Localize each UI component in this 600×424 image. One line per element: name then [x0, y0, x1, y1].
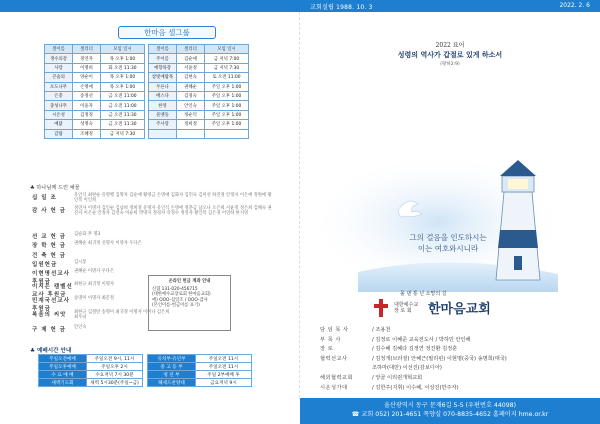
worship-label: 수 요 예 배 — [39, 371, 87, 379]
table-row — [45, 129, 249, 138]
offering-names: 정연자 이명자 김인순 김남희 정희정 유명자 유인식 손명애 정춘금 남오나 오은희 서윤정 정은희 김해숙 권진자 이은순 안정자 김연숙 이순희 박명자 정경자 유정수 정연자 황인복 김은경 이연하 한지영 — [74, 206, 272, 217]
offering-label: 건 축 헌 금 — [32, 253, 66, 259]
col-header: 모임 일시 — [101, 45, 145, 54]
year-theme-label: 2022 표어 — [435, 42, 465, 49]
online-line: 예) OOO-십일조 / OOO-감사 — [152, 297, 208, 303]
offering-names: 송명미 이명자 최문철 — [74, 296, 115, 301]
offering-row — [32, 241, 274, 249]
art-caption-1: 그의 걸음을 인도하시는 — [409, 233, 487, 242]
table-row — [45, 54, 249, 63]
table-cell: 주일 오후 1:00 — [205, 101, 249, 110]
church-tagline: 몰 댄 통 닌 소망의 길 — [400, 291, 447, 297]
worship-time: 주일오전 11시 — [196, 363, 252, 371]
table-cell: 김정숙 — [177, 91, 205, 100]
offering-names: 권혜순 최귀정 신명자 이영자 우다은 — [74, 241, 142, 246]
offering-label: 감 사 헌 금 — [32, 208, 66, 214]
staff-names: / 조용천 — [372, 327, 391, 333]
table-cell: 금 저녁 7:30 — [205, 63, 249, 72]
table-cell — [149, 129, 177, 138]
denomination — [394, 302, 424, 314]
table-cell: 목 오후 1:00 — [101, 73, 145, 82]
staff-row — [320, 345, 507, 355]
table-cell: 권혜순 — [177, 82, 205, 91]
worship-time: 주일오전 9시, 11시 — [87, 355, 143, 363]
table-cell: 이윤자 — [73, 101, 101, 110]
table-cell: 예향목장 — [149, 63, 177, 72]
table-cell: 목 오후 1:00 — [101, 82, 145, 91]
table-row — [45, 63, 249, 72]
page-fold — [299, 12, 300, 398]
col-header: 모임 일시 — [205, 45, 249, 54]
staff-row — [320, 355, 507, 365]
table-cell: 양순이 — [73, 73, 101, 82]
year-theme: 성령의 역사가 갑절로 있게 하소서 — [397, 50, 503, 59]
table-cell: 주일 오후 1:00 — [205, 82, 249, 91]
col-header: 셀리더 — [177, 45, 205, 54]
worship-heading: ♣ 예배시간 안내 — [30, 348, 72, 354]
online-line: (본인이름-헌금이름 표기) — [152, 303, 200, 309]
art-caption-2: 이는 여호와시니라 — [417, 244, 479, 253]
table-cell: 화 오전 11:30 — [101, 63, 145, 72]
table-cell: 손명애 — [73, 82, 101, 91]
offering-label: 십 일 조 — [32, 195, 57, 201]
denomination-line: 대한예수교 — [394, 301, 419, 308]
online-offering-box — [148, 275, 231, 331]
lighthouse-illustration — [318, 152, 580, 292]
offering-row — [32, 193, 274, 203]
offering-names: 안인숙 — [74, 325, 87, 330]
staff-role: 장 로 — [320, 346, 334, 353]
online-line: (대한예수교장로회 한마음교회) — [152, 292, 211, 298]
small-group-body — [45, 54, 249, 139]
table-cell: 조혜정 — [73, 129, 101, 138]
table-row — [45, 110, 249, 119]
table-row — [45, 91, 249, 100]
table-cell: 이명희 — [73, 63, 101, 72]
table-cell: 금 오전 11:00 — [101, 91, 145, 100]
top-bar — [0, 0, 600, 12]
table-cell — [177, 129, 205, 138]
table-cell: 김순애 — [177, 54, 205, 63]
table-cell: 정순덕 — [177, 110, 205, 119]
table-row — [45, 73, 249, 82]
church-logo — [374, 298, 491, 317]
worship-label: 주일오후예배 — [39, 363, 87, 371]
staff-list — [320, 326, 507, 393]
worship-row — [39, 355, 252, 363]
staff-role: 해외협력교회 — [320, 374, 354, 381]
worship-row — [39, 371, 252, 379]
offering-label: 민재국선교사 후원금 — [32, 298, 70, 312]
worship-label: 새벽기도회 — [39, 379, 87, 387]
staff-role: 시온성가대 — [320, 384, 348, 391]
table-cell: 금 오전 11:00 — [101, 101, 145, 110]
worship-row — [39, 363, 252, 371]
table-cell: 주이름 — [149, 54, 177, 63]
offering-label: 이지은 캠벨선교사 후원금 — [32, 284, 73, 298]
staff-names: / 앙골 이리쥔개혁교회 — [372, 374, 423, 381]
small-group-title: 한마음 셀그룹 — [118, 26, 216, 39]
staff-names: 조하마(대만) 이선진(감보디아) — [372, 365, 442, 372]
offering-names: 유인식 최판순 유명행 김명자 김순애 황영금 손명애 김화자 김민숙 김미선 하연경 안정자 이은애 정원애 황인복 이인희 — [74, 193, 272, 204]
table-cell: 감람 — [45, 129, 73, 138]
col-header: 셀이름 — [45, 45, 73, 54]
table-cell: 금 오전 11:30 — [101, 110, 145, 119]
staff-row — [320, 364, 507, 374]
table-cell: 안인숙 — [177, 101, 205, 110]
worship-table — [38, 354, 252, 387]
worship-label: 유치부·유년부 — [148, 355, 196, 363]
worship-time: 주일오후 2시 — [87, 363, 143, 371]
offering-label: 복음의 씨앗 — [32, 312, 67, 318]
staff-role — [320, 364, 372, 374]
offering-label: 장 학 헌 금 — [32, 243, 66, 249]
worship-label: 중 고 등 부 — [148, 363, 196, 371]
footer-bar — [300, 398, 600, 424]
offering-label: 이현명선교사 후원금 — [32, 271, 70, 285]
offering-names: 최현규 최귀정 이명자 — [74, 282, 115, 287]
worship-time: 금요저녁 9시 — [196, 379, 252, 387]
online-line: 신협 131-020-456715 — [152, 286, 198, 292]
table-cell: 사랑 — [45, 63, 73, 72]
staff-row — [320, 374, 507, 384]
offering-row — [32, 251, 274, 259]
worship-time: 주일 2부예배 후 — [196, 371, 252, 379]
staff-role: 협력선교사 — [320, 355, 348, 362]
lighthouse-icon — [496, 160, 540, 280]
offering-label: 구 제 헌 금 — [32, 327, 66, 333]
church-address: 울산광역시 동구 문재6길 5-5 (우편번호 44098) — [383, 402, 517, 409]
table-row — [45, 120, 249, 129]
small-group-table — [44, 44, 249, 139]
table-cell: 생수의강 — [45, 54, 73, 63]
table-cell: 주일 오후 1:00 — [205, 120, 249, 129]
cross-icon — [374, 299, 388, 317]
staff-row — [320, 336, 507, 346]
table-cell: 정연자 — [73, 54, 101, 63]
staff-names: / 김정로 이혜준 교육전도사 / 박하민 안인해 — [372, 336, 471, 343]
small-group-header-row — [45, 45, 249, 54]
table-cell: 금 저녁 7:30 — [101, 129, 145, 138]
offering-names: 김시봉 — [74, 260, 87, 265]
offering-names: 권혜순 이명자 우다은 — [74, 269, 115, 274]
table-cell: 정희정 — [177, 120, 205, 129]
table-cell: 충성나무 — [45, 101, 73, 110]
table-cell: 예닮 — [45, 120, 73, 129]
table-cell: 베스다 — [149, 91, 177, 100]
staff-names: / 김정개(브라질) 안혜근(필리핀) 이현명(중국) 송명희(태국) — [372, 355, 507, 362]
table-cell: 주사랑 — [149, 120, 177, 129]
worship-time: 수요저녁 7시 30분 — [87, 371, 143, 379]
staff-role: 부 목 사 — [320, 336, 341, 343]
worship-label: 청 년 부 — [148, 371, 196, 379]
table-cell: 주일 오후 1:00 — [205, 91, 249, 100]
table-cell: 물맷돌 — [149, 110, 177, 119]
table-cell: 주일 오후 1:00 — [205, 110, 249, 119]
table-cell: 송정선 — [73, 91, 101, 100]
table-cell: 김정경 — [73, 110, 101, 119]
table-cell: 포도나무 — [45, 82, 73, 91]
table-cell: 은총 — [45, 91, 73, 100]
online-offering-title: 온라인 헌금 계좌 안내 — [168, 279, 211, 284]
table-row — [45, 82, 249, 91]
denomination-line: 장 로 회 — [394, 307, 412, 314]
offering-label: 입원헌금 — [32, 262, 58, 268]
offering-names — [74, 251, 274, 259]
table-cell: 성명숙 — [73, 120, 101, 129]
staff-role: 담 임 목 사 — [320, 327, 349, 333]
church-name: 한마음교회 — [428, 302, 491, 317]
staff-row — [320, 326, 507, 336]
table-cell — [205, 129, 249, 138]
worship-body — [39, 355, 252, 387]
worship-row — [39, 379, 252, 387]
staff-names: / 김한주(지휘) 이수혜, 이상진(반주자) — [372, 384, 459, 391]
worship-label: 주일오전예배 — [39, 355, 87, 363]
offering-names: 최현규 김철탄 송명미 최귀정 이명자 이미나 김은희 최우녀 — [74, 310, 170, 321]
table-cell: 참빛예람목 — [149, 73, 177, 82]
table-cell: 목 오후 1:00 — [101, 54, 145, 63]
table-cell: 서윤정 — [177, 63, 205, 72]
church-established: 교회설립 1988. 10. 3 — [310, 4, 373, 11]
table-cell: 시온성 — [45, 110, 73, 119]
offering-row — [32, 206, 274, 216]
worship-time: 새벽 5시30분(주일~금) — [87, 379, 143, 387]
table-cell: 금 저녁 7:00 — [205, 54, 249, 63]
staff-names: / 김수혜 김혜다 김정연 정진환 김정훈 — [372, 346, 458, 353]
bulletin-date: 2022. 2. 6 — [559, 2, 590, 9]
table-row — [45, 101, 249, 110]
offering-names: 김순화 무 명3 — [74, 232, 101, 237]
table-cell: 큰숲의 — [45, 73, 73, 82]
offering-row — [32, 232, 274, 240]
offering-row — [32, 260, 174, 268]
theme-verse: (왕하2:9) — [440, 62, 460, 67]
col-header: 셀리더 — [73, 45, 101, 54]
offering-heading: ♣ 하나님께 드린 예물 — [30, 185, 80, 191]
table-cell: 금 오전 11:30 — [101, 120, 145, 129]
table-cell: 푸른나 — [149, 82, 177, 91]
table-cell: 한영 — [149, 101, 177, 110]
col-header: 셀이름 — [149, 45, 177, 54]
offering-label: 선 교 헌 금 — [32, 234, 66, 240]
table-cell: 토 오전 11:00 — [205, 73, 249, 82]
table-cell: 김현숙 — [177, 73, 205, 82]
staff-row — [320, 384, 507, 394]
church-contact: ☎ 교회 052) 201-4651 목양실 070-8835-4652 홈페이지 hme.or.kr — [351, 411, 549, 418]
worship-label: 헤세드찬양대 — [148, 379, 196, 387]
worship-time: 주일오전 11시 — [196, 355, 252, 363]
